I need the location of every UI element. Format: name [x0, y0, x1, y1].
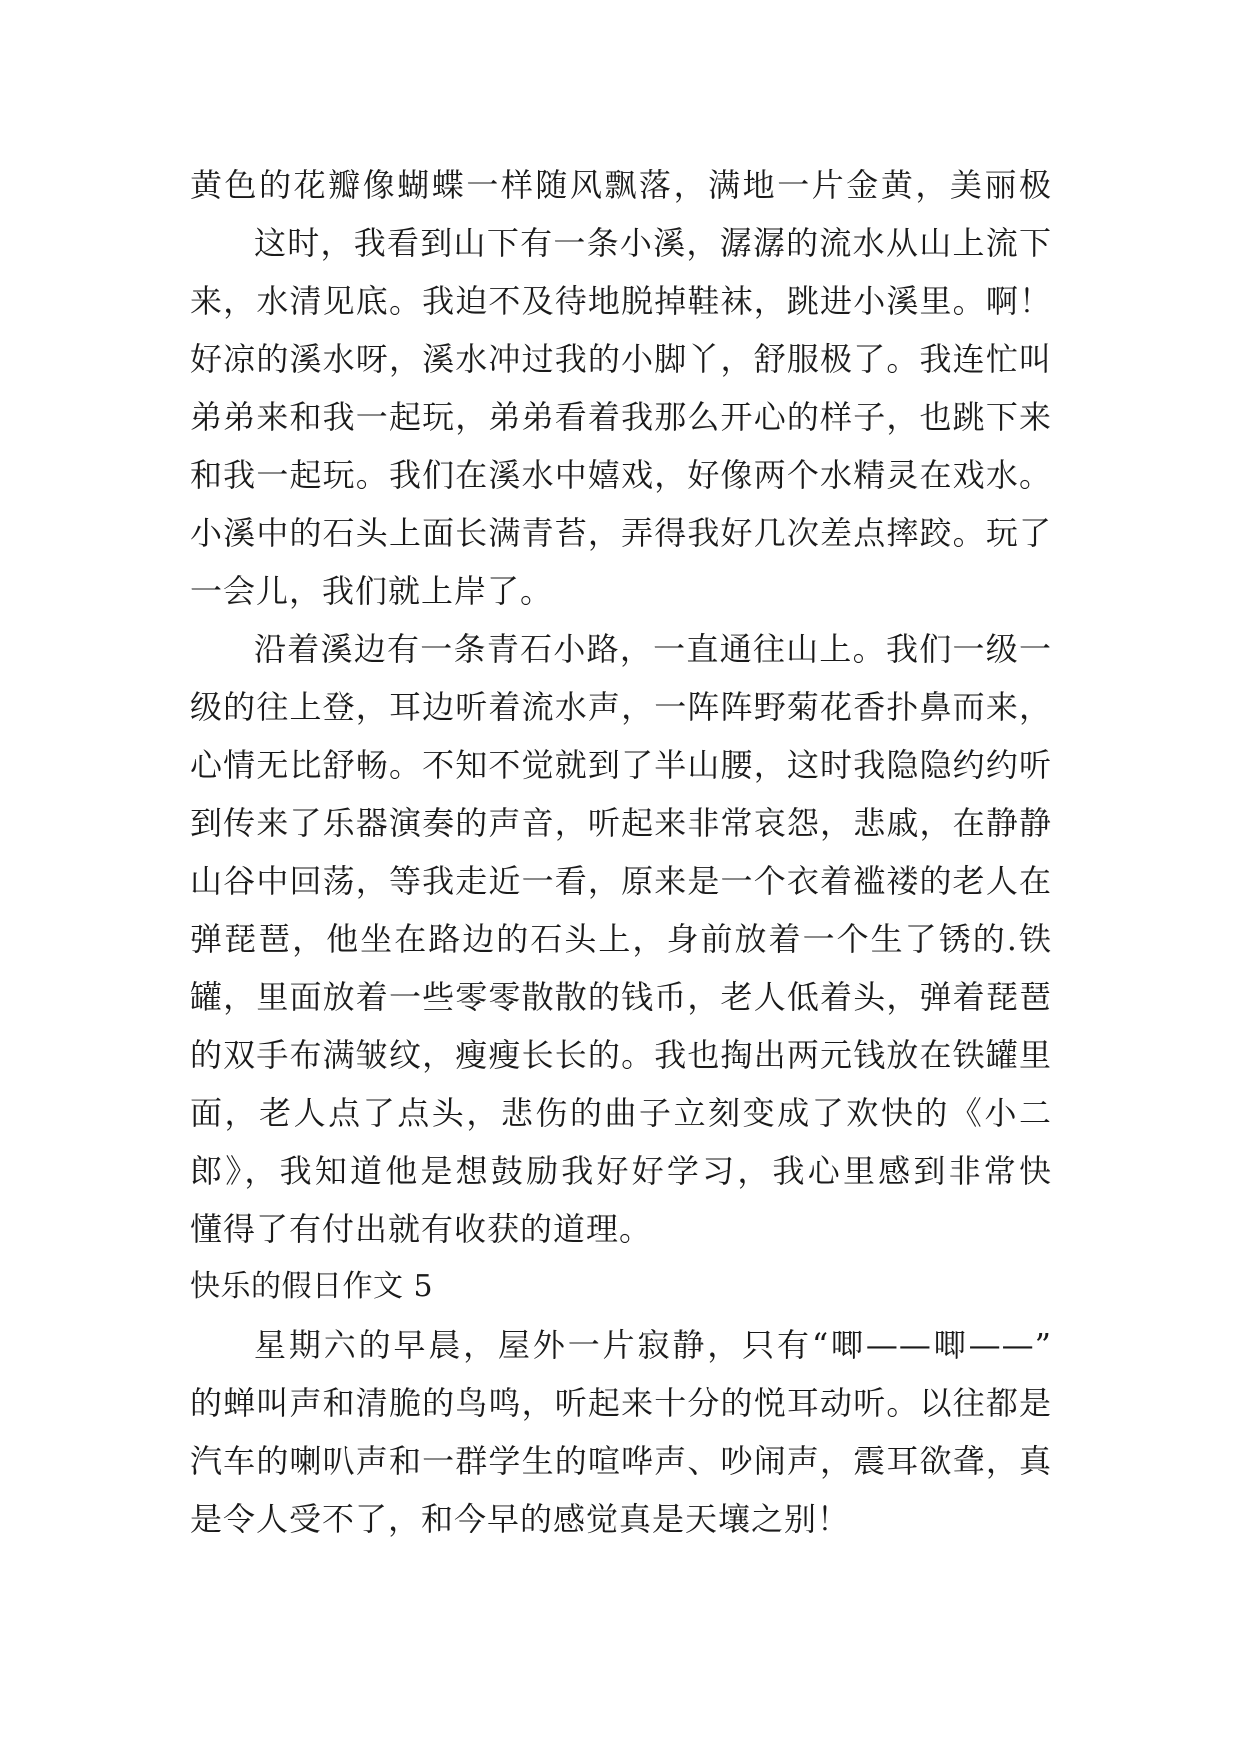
- text-line: 汽车的喇叭声和一群学生的喧哗声、吵闹声，震耳欲聋，真: [190, 1442, 1052, 1480]
- text-line: 级的往上登，耳边听着流水声，一阵阵野菊花香扑鼻而来，: [190, 688, 1052, 726]
- text-line: 弟弟来和我一起玩，弟弟看着我那么开心的样子，也跳下来: [190, 398, 1052, 436]
- text-line: 面，老人点了点头，悲伤的曲子立刻变成了欢快的《小二: [190, 1094, 1052, 1132]
- text-line: 来，水清见底。我迫不及待地脱掉鞋袜，跳进小溪里。啊！: [190, 282, 1052, 320]
- text-line: 弹琵琶，他坐在路边的石头上，身前放着一个生了锈的.铁: [190, 920, 1052, 958]
- paragraph: [190, 620, 1052, 1258]
- text-line: 懂得了有付出就有收获的道理。: [190, 1210, 653, 1248]
- text-line: 心情无比舒畅。不知不觉就到了半山腰，这时我隐隐约约听: [190, 746, 1052, 784]
- text-line: 山谷中回荡，等我走近一看，原来是一个衣着褴褛的老人在: [190, 862, 1052, 900]
- text-line: 和我一起玩。我们在溪水中嬉戏，好像两个水精灵在戏水。: [190, 456, 1052, 494]
- text-line: 黄色的花瓣像蝴蝶一样随风飘落，满地一片金黄，美丽极: [190, 166, 1052, 204]
- text-line: 到传来了乐器演奏的声音，听起来非常哀怨，悲戚，在静静: [190, 804, 1052, 842]
- section-title: 快乐的假日作文 5: [190, 1269, 434, 1304]
- paragraph: [190, 214, 1052, 620]
- text-line: 一会儿，我们就上岸了。: [190, 572, 554, 610]
- text-line: 郎》，我知道他是想鼓励我好好学习，我心里感到非常快: [190, 1152, 1052, 1190]
- text-line: 是令人受不了，和今早的感觉真是天壤之别！: [190, 1500, 851, 1538]
- text-line: 这时，我看到山下有一条小溪，潺潺的流水从山上流下: [254, 224, 1052, 262]
- paragraph: [190, 1316, 1052, 1548]
- text-line: 的蝉叫声和清脆的鸟鸣，听起来十分的悦耳动听。以往都是: [190, 1384, 1052, 1422]
- text-line: 小溪中的石头上面长满青苔，弄得我好几次差点摔跤。玩了: [190, 514, 1052, 552]
- paragraph: [190, 156, 1052, 214]
- text-line: 罐，里面放着一些零零散散的钱币，老人低着头，弹着琵琶: [190, 978, 1052, 1016]
- text-line: 好凉的溪水呀，溪水冲过我的小脚丫，舒服极了。我连忙叫: [190, 340, 1052, 378]
- text-line: 星期六的早晨，屋外一片寂静，只有“唧——唧——”: [254, 1326, 1052, 1364]
- text-line: 的双手布满皱纹，瘦瘦长长的。我也掏出两元钱放在铁罐里: [190, 1036, 1052, 1074]
- document-page: [190, 156, 1052, 1548]
- text-line: 沿着溪边有一条青石小路，一直通往山上。我们一级一: [254, 630, 1052, 668]
